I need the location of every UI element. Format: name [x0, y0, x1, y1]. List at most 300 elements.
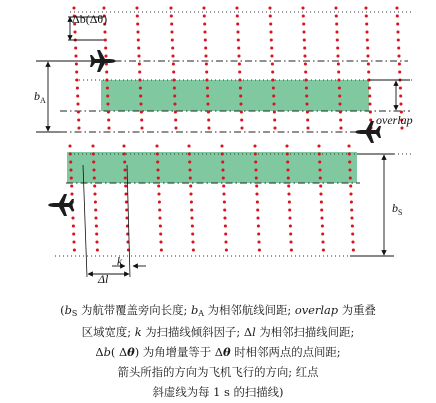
- scan-dot: [224, 232, 227, 235]
- scan-dot: [364, 6, 367, 9]
- scan-dot: [174, 110, 177, 113]
- scan-dot: [302, 30, 305, 33]
- scan-dot: [240, 118, 243, 121]
- scan-dot: [236, 30, 239, 33]
- scan-dot: [350, 208, 353, 211]
- scan-dot: [207, 110, 210, 113]
- scan-dot: [335, 22, 338, 25]
- scan-dot: [174, 118, 177, 121]
- scan-dot: [138, 78, 141, 81]
- scan-dot: [302, 22, 305, 25]
- scan-dot: [225, 248, 228, 251]
- scan-dot: [304, 70, 307, 73]
- scan-dot: [397, 38, 400, 41]
- scan-dot: [365, 14, 368, 17]
- scan-dot: [272, 102, 275, 105]
- caption-run: overlap: [294, 303, 339, 317]
- scan-dot: [396, 14, 399, 17]
- caption-run: 时相邻两点的点间距;: [230, 345, 341, 359]
- scan-dot: [272, 94, 275, 97]
- scan-dot: [336, 46, 339, 49]
- scan-dot: [72, 224, 75, 227]
- scan-dot: [348, 168, 351, 171]
- scan-dot: [318, 152, 321, 155]
- scan-dot: [173, 102, 176, 105]
- scan-dot: [239, 94, 242, 97]
- scan-dot: [337, 70, 340, 73]
- scan-dot: [221, 160, 224, 163]
- scan-dot: [339, 110, 342, 113]
- scan-dot: [138, 62, 141, 65]
- scan-dot: [135, 6, 138, 9]
- scan-dot: [140, 126, 143, 129]
- scan-dot: [321, 240, 324, 243]
- scan-dot: [207, 126, 210, 129]
- scan-dot: [254, 152, 257, 155]
- scan-dot: [321, 232, 324, 235]
- scan-dot: [76, 86, 79, 89]
- scan-dot: [288, 200, 291, 203]
- scan-dot: [337, 78, 340, 81]
- scan-dot: [368, 102, 371, 105]
- scan-dot: [123, 160, 126, 163]
- scan-dot: [336, 38, 339, 41]
- scan-dot: [202, 6, 205, 9]
- scan-dot: [205, 62, 208, 65]
- scan-dot: [349, 176, 352, 179]
- scan-dot: [206, 102, 209, 105]
- caption-line: [0, 362, 436, 382]
- scan-dot: [320, 200, 323, 203]
- scan-dot: [240, 126, 243, 129]
- scan-dot: [140, 118, 143, 121]
- scan-dot: [369, 110, 372, 113]
- scan-dot: [77, 118, 80, 121]
- scan-dot: [366, 54, 369, 57]
- delta-l-label: Δl: [98, 272, 109, 286]
- scan-dot: [237, 46, 240, 49]
- scan-dot: [75, 70, 78, 73]
- scan-dot: [68, 144, 71, 147]
- scan-dot: [172, 70, 175, 73]
- scan-dot: [318, 168, 321, 171]
- scan-dot: [157, 192, 160, 195]
- scan-line: [169, 6, 177, 129]
- scan-dot: [269, 14, 272, 17]
- overlap-label: overlap: [376, 113, 413, 127]
- scan-dot: [70, 176, 73, 179]
- scan-dot: [335, 14, 338, 17]
- scan-dot: [157, 176, 160, 179]
- scan-dot: [170, 30, 173, 33]
- scan-dot: [188, 160, 191, 163]
- scan-dot: [303, 46, 306, 49]
- caption-run: 区域宽度;: [81, 325, 135, 339]
- scan-dot: [254, 160, 257, 163]
- scan-dot: [156, 152, 159, 155]
- scan-dot: [72, 6, 75, 9]
- caption-run: 为重叠: [338, 303, 376, 317]
- scan-dot: [206, 86, 209, 89]
- scan-dot: [170, 14, 173, 17]
- scan-dot: [123, 152, 126, 155]
- scan-dot: [397, 46, 400, 49]
- scan-dot: [189, 184, 192, 187]
- scan-dot: [123, 168, 126, 171]
- scan-dot: [104, 38, 107, 41]
- scan-dot: [348, 160, 351, 163]
- scan-dot: [221, 152, 224, 155]
- scan-dot: [397, 54, 400, 57]
- caption-run: b: [103, 345, 111, 359]
- scan-dot: [171, 38, 174, 41]
- caption-line: [0, 322, 436, 342]
- scan-dot: [70, 192, 73, 195]
- airplane-body: [48, 194, 74, 216]
- scan-dot: [302, 14, 305, 17]
- scan-dot: [139, 94, 142, 97]
- scan-dot: [139, 86, 142, 89]
- scan-dot: [306, 110, 309, 113]
- scan-dot: [171, 46, 174, 49]
- scan-dot: [188, 168, 191, 171]
- scan-dot: [224, 240, 227, 243]
- scan-dot: [398, 62, 401, 65]
- scan-dot: [287, 176, 290, 179]
- scan-dot: [254, 168, 257, 171]
- scan-dot: [93, 184, 96, 187]
- scan-dot: [306, 118, 309, 121]
- caption-run: (: [60, 303, 65, 317]
- scan-dot: [190, 208, 193, 211]
- caption-run: Δ: [95, 345, 104, 359]
- scan-dot: [321, 224, 324, 227]
- scan-dot: [348, 152, 351, 155]
- scan-dot: [204, 54, 207, 57]
- scan-dot: [139, 102, 142, 105]
- k-label: k: [117, 256, 123, 268]
- scan-dot: [203, 14, 206, 17]
- scan-dot: [224, 224, 227, 227]
- scan-dot: [256, 208, 259, 211]
- scan-dot: [271, 62, 274, 65]
- scan-dot: [399, 102, 402, 105]
- scan-dot: [69, 152, 72, 155]
- scan-dot: [174, 126, 177, 129]
- scan-dot: [272, 86, 275, 89]
- b-a-label-sub: A: [40, 96, 46, 105]
- scan-dot: [339, 126, 342, 129]
- scan-dot: [286, 160, 289, 163]
- scan-dot: [366, 46, 369, 49]
- scan-dot: [77, 110, 80, 113]
- scan-dot: [95, 240, 98, 243]
- scan-dot: [75, 62, 78, 65]
- scan-dot: [173, 86, 176, 89]
- scan-dot: [69, 160, 72, 163]
- caption-run: 为扫描线倾斜因子;: [141, 325, 244, 339]
- scan-dot: [255, 184, 258, 187]
- scan-dot: [159, 240, 162, 243]
- scan-dot: [137, 54, 140, 57]
- scan-dot: [93, 176, 96, 179]
- scan-dot: [365, 30, 368, 33]
- scan-dot: [205, 78, 208, 81]
- scan-dot: [350, 200, 353, 203]
- scan-dot: [273, 118, 276, 121]
- scan-dot: [257, 232, 260, 235]
- scan-dot-layer: [68, 6, 403, 251]
- scan-dot: [207, 118, 210, 121]
- caption-run: 斜虚线为每 1 s 的扫描线): [152, 385, 284, 399]
- scan-dot: [222, 176, 225, 179]
- scan-dot: [320, 208, 323, 211]
- scan-dot: [253, 144, 256, 147]
- scan-dot: [223, 200, 226, 203]
- scan-dot: [156, 160, 159, 163]
- scan-dot: [189, 192, 192, 195]
- scan-dot: [77, 126, 80, 129]
- caption-run: l: [252, 325, 256, 339]
- caption-run: 为相邻扫描线间距;: [255, 325, 355, 339]
- scan-dot: [220, 144, 223, 147]
- scan-dot: [203, 30, 206, 33]
- scan-dot: [94, 208, 97, 211]
- scan-dot: [105, 78, 108, 81]
- caption-run: θ: [127, 345, 135, 359]
- scan-dot: [137, 46, 140, 49]
- scan-dot: [156, 168, 159, 171]
- scan-dot: [155, 144, 158, 147]
- scan-dot: [222, 192, 225, 195]
- scan-dot: [366, 38, 369, 41]
- scan-dot: [396, 30, 399, 33]
- scan-dot: [105, 70, 108, 73]
- caption-line: [0, 300, 436, 322]
- scan-dot: [75, 78, 78, 81]
- scan-dot: [289, 240, 292, 243]
- scan-dot: [239, 102, 242, 105]
- scan-dot: [169, 6, 172, 9]
- scan-dot: [269, 30, 272, 33]
- scan-dot: [125, 200, 128, 203]
- scan-dot: [347, 144, 350, 147]
- scan-dot: [290, 248, 293, 251]
- scan-dot: [106, 86, 109, 89]
- scan-dot: [203, 22, 206, 25]
- scan-dot: [188, 152, 191, 155]
- scan-dot: [191, 224, 194, 227]
- scan-dot: [94, 216, 97, 219]
- scan-dot: [106, 94, 109, 97]
- caption-run: 为相邻航线间距;: [204, 303, 295, 317]
- scan-dot: [76, 102, 79, 105]
- scan-dot: [239, 86, 242, 89]
- scan-dot: [288, 216, 291, 219]
- scan-dot: [367, 70, 370, 73]
- scan-dot: [192, 248, 195, 251]
- scan-dot: [92, 152, 95, 155]
- caption-run: ) 为角增量等于 Δ: [134, 345, 224, 359]
- scan-dot: [189, 176, 192, 179]
- scan-dot: [339, 118, 342, 121]
- scan-dot: [205, 70, 208, 73]
- scan-dot: [124, 192, 127, 195]
- scan-dot: [365, 22, 368, 25]
- caption-run: ( Δ: [110, 345, 128, 359]
- scan-dot: [94, 200, 97, 203]
- scan-dot: [319, 192, 322, 195]
- scan-dot: [74, 54, 77, 57]
- caption-line: [0, 342, 436, 362]
- scan-dot: [287, 192, 290, 195]
- scan-dot: [304, 78, 307, 81]
- scan-dot: [237, 38, 240, 41]
- scan-dot: [74, 46, 77, 49]
- scan-dot: [399, 86, 402, 89]
- scan-dot: [73, 30, 76, 33]
- scan-dot: [255, 176, 258, 179]
- scan-dot: [173, 94, 176, 97]
- scan-dot: [367, 62, 370, 65]
- scan-dot: [170, 22, 173, 25]
- scan-dot: [304, 62, 307, 65]
- scan-dot: [107, 126, 110, 129]
- scan-dot: [187, 144, 190, 147]
- scan-dot: [319, 176, 322, 179]
- guide-lines-layer: [55, 12, 412, 256]
- scan-dot: [236, 22, 239, 25]
- scan-dot: [257, 224, 260, 227]
- caption-run: b: [64, 303, 72, 317]
- scan-dot: [395, 6, 398, 9]
- scan-dot: [368, 94, 371, 97]
- scan-dot: [237, 54, 240, 57]
- scan-dot: [349, 184, 352, 187]
- scan-dot: [172, 62, 175, 65]
- scan-dot: [158, 200, 161, 203]
- scan-dot: [318, 160, 321, 163]
- figure-caption: [0, 300, 436, 402]
- scan-dot: [270, 54, 273, 57]
- scan-dot: [303, 38, 306, 41]
- scan-dot: [206, 94, 209, 97]
- scan-dot: [223, 208, 226, 211]
- scan-dot: [270, 46, 273, 49]
- scan-dot: [289, 224, 292, 227]
- scan-dot: [257, 240, 260, 243]
- scan-dot: [306, 126, 309, 129]
- scan-dot: [305, 94, 308, 97]
- scan-dot: [271, 70, 274, 73]
- scan-dot: [107, 110, 110, 113]
- scan-dot: [190, 216, 193, 219]
- scan-dot: [317, 144, 320, 147]
- scan-dot: [106, 102, 109, 105]
- scan-dot: [159, 232, 162, 235]
- scan-dot: [351, 224, 354, 227]
- caption-run: A: [198, 309, 205, 318]
- scan-dot: [204, 38, 207, 41]
- scan-dot: [305, 86, 308, 89]
- caption-run: S: [71, 309, 78, 318]
- scan-dot: [235, 6, 238, 9]
- scan-dot: [137, 38, 140, 41]
- scan-dot: [338, 94, 341, 97]
- b-s-label: [392, 201, 402, 217]
- caption-run: k: [134, 325, 142, 339]
- scan-dot: [190, 200, 193, 203]
- scan-dot: [287, 184, 290, 187]
- scan-dot: [320, 216, 323, 219]
- scan-dot: [303, 54, 306, 57]
- scan-dot: [288, 208, 291, 211]
- scan-dot: [72, 232, 75, 235]
- caption-run: 箭头所指的方向为飞机飞行的方向; 红点: [117, 365, 319, 379]
- scan-dot: [398, 70, 401, 73]
- scan-dot: [396, 22, 399, 25]
- scan-dot: [103, 30, 106, 33]
- caption-run: b: [190, 303, 199, 317]
- scan-dot: [191, 232, 194, 235]
- scan-dot: [258, 248, 261, 251]
- scan-dot: [92, 160, 95, 163]
- scan-dot: [322, 248, 325, 251]
- airplane-icon: [48, 194, 74, 216]
- aircraft-layer: [48, 50, 381, 216]
- scan-dot: [256, 200, 259, 203]
- scan-dot: [204, 46, 207, 49]
- scan-dot: [158, 216, 161, 219]
- scan-dot: [171, 54, 174, 57]
- caption-run: Δ: [243, 325, 253, 339]
- caption-run: 为航带覆盖旁向长度;: [77, 303, 191, 317]
- scan-dot: [95, 232, 98, 235]
- scan-dot: [238, 70, 241, 73]
- b-s-label-sub: S: [398, 208, 403, 217]
- scan-dot: [136, 30, 139, 33]
- scan-dot: [72, 240, 75, 243]
- scan-dot: [172, 78, 175, 81]
- scan-dot: [191, 240, 194, 243]
- b-a-label-main: b: [34, 89, 40, 103]
- scan-dot: [305, 102, 308, 105]
- scan-dot: [273, 126, 276, 129]
- scan-dot: [91, 144, 94, 147]
- scan-dot: [368, 86, 371, 89]
- scan-dot: [334, 6, 337, 9]
- scan-dot: [269, 22, 272, 25]
- scan-dot: [160, 248, 163, 251]
- scan-dot: [76, 94, 79, 97]
- scan-dot: [351, 232, 354, 235]
- scan-dot: [70, 184, 73, 187]
- scan-dot: [222, 184, 225, 187]
- scan-dot: [124, 176, 127, 179]
- scan-dot: [136, 14, 139, 17]
- scan-dot: [236, 14, 239, 17]
- b-s-label-main: b: [392, 201, 398, 215]
- scan-dot: [240, 110, 243, 113]
- scan-dot: [104, 54, 107, 57]
- caption-line: [0, 382, 436, 402]
- scan-dot: [223, 216, 226, 219]
- scan-dot: [238, 62, 241, 65]
- scan-dot: [270, 38, 273, 41]
- scan-dot: [350, 216, 353, 219]
- scan-dot: [335, 30, 338, 33]
- scan-dot: [69, 168, 72, 171]
